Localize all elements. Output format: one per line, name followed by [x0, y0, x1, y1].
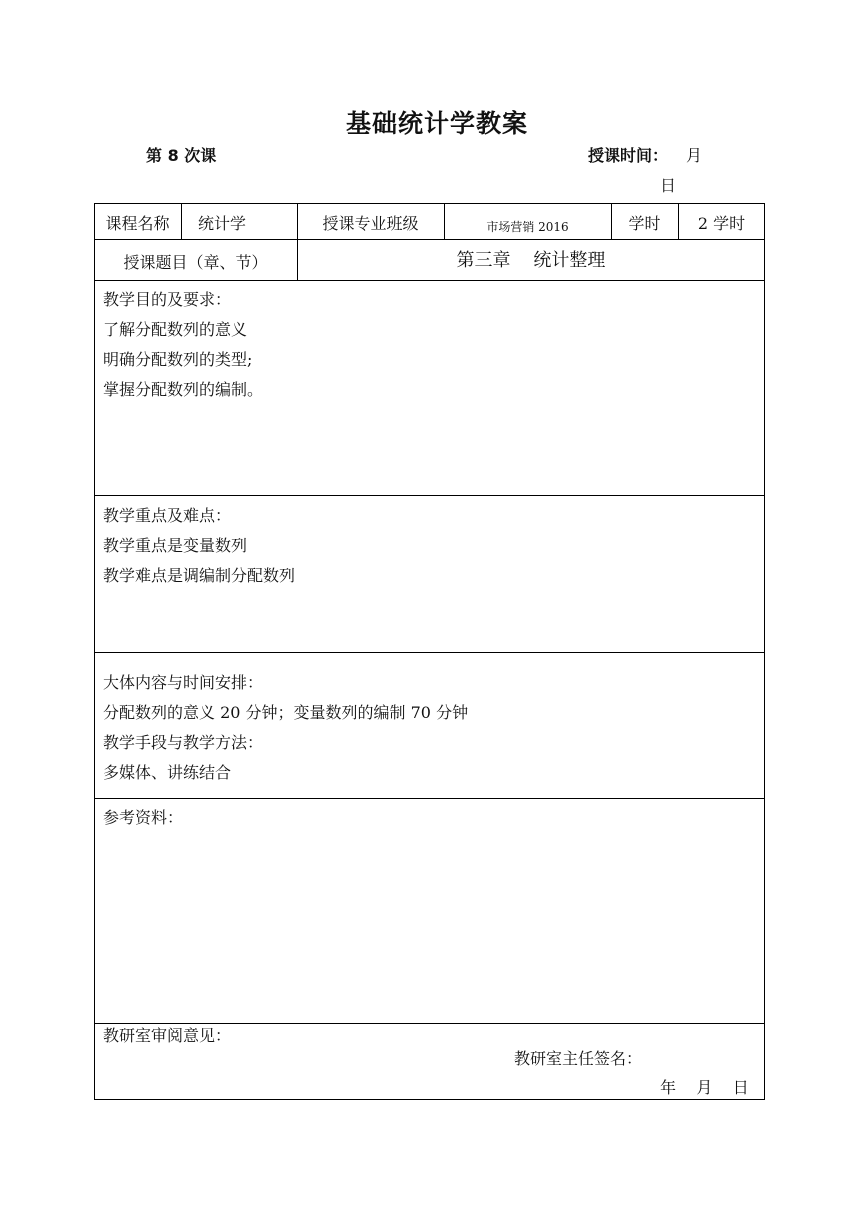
- document-title: 基础统计学教案: [345, 109, 528, 138]
- row-divider: [94, 495, 765, 496]
- key-points-heading: 教学重点及难点：: [103, 506, 232, 525]
- methods-heading: 教学手段与教学方法：: [103, 733, 264, 752]
- class-value: 市场营销 2016: [486, 220, 569, 234]
- hours-label: 学时: [628, 214, 661, 233]
- key-point-item: 教学难点是调编制分配数列: [103, 566, 296, 585]
- objective-item: 掌握分配数列的编制。: [103, 380, 264, 399]
- course-name-label: 课程名称: [105, 214, 170, 233]
- review-heading: 教研室审阅意见：: [103, 1026, 232, 1045]
- topic-value: 第三章 统计整理: [456, 250, 606, 271]
- lecture-time-label: 授课时间：: [588, 146, 669, 165]
- row-divider: [94, 280, 765, 281]
- lesson-number: 第 8 次课: [146, 146, 217, 165]
- class-label: 授课专业班级: [322, 214, 419, 233]
- objective-item: 明确分配数列的类型;: [103, 350, 253, 369]
- hours-value: 2 学时: [697, 214, 746, 233]
- director-signature-label: 教研室主任签名：: [514, 1049, 643, 1068]
- references-section: [103, 803, 183, 833]
- lecture-time-month: 月: [686, 146, 703, 165]
- column-divider: [181, 203, 182, 239]
- review-date: 年 月 日: [660, 1078, 749, 1097]
- content-heading: 大体内容与时间安排：: [103, 673, 264, 692]
- lecture-time-day: 日: [660, 176, 677, 195]
- key-points-section: [103, 501, 295, 591]
- row-divider: [94, 652, 765, 653]
- objectives-section: [103, 285, 263, 405]
- content-section: [103, 668, 468, 788]
- key-point-item: 教学重点是变量数列: [103, 536, 248, 555]
- content-schedule: 分配数列的意义 20 分钟；变量数列的编制 70 分钟: [103, 703, 469, 722]
- row-divider: [94, 239, 765, 240]
- topic-label: 授课题目（章、节）: [123, 253, 268, 272]
- objectives-heading: 教学目的及要求：: [103, 290, 232, 309]
- course-name-value: 统计学: [198, 214, 247, 233]
- row-divider: [94, 798, 765, 799]
- objective-item: 了解分配数列的意义: [103, 320, 248, 339]
- methods-value: 多媒体、讲练结合: [103, 763, 232, 782]
- references-heading: 参考资料：: [103, 808, 184, 827]
